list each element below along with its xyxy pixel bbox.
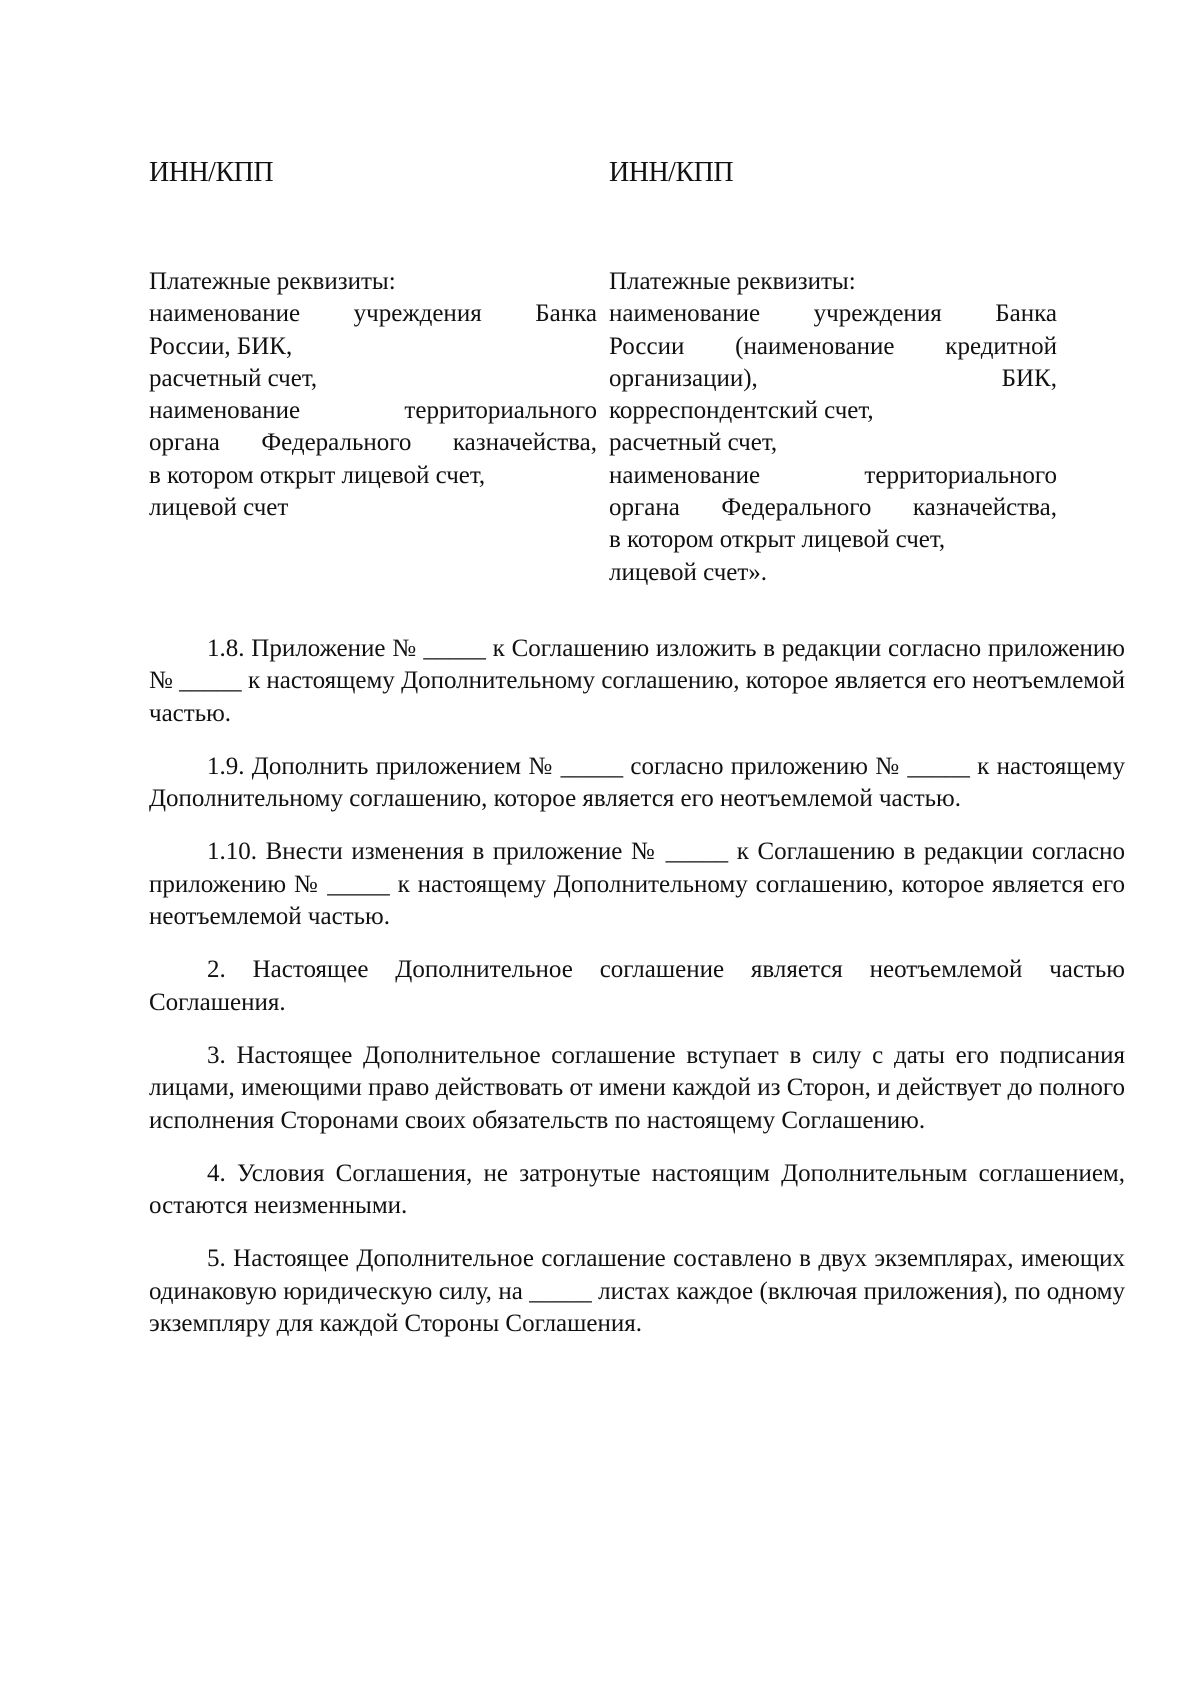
requisites-right-line: расчетный счет,: [609, 429, 778, 457]
requisites-left-heading: Платежные реквизиты:: [149, 268, 396, 295]
requisites-left-line: расчетный счет,: [149, 364, 318, 392]
clause-4: 4. Условия Соглашения, не затронутые настоящим Дополнительным соглашением, остаются неизменными.: [149, 1159, 1125, 1220]
clause-5: 5. Настоящее Дополнительное соглашение составлено в двух экземплярах, имеющих одинаковую юридическую силу, на _____ листах каждое (включая приложения), по одному экземпляру для каждой Стороны Соглашения.: [149, 1245, 1125, 1338]
clause-1-9: 1.9. Дополнить приложением № _____ согласно приложению № _____ к настоящему Дополнительному соглашению, которое является его неотъемлемой частью.: [149, 752, 1125, 813]
requisites-right-line: лицевой счет».: [609, 558, 768, 586]
requisites-left-line: России, БИК,: [149, 332, 293, 360]
requisites-right-line: наименование учреждения Банка: [609, 300, 1057, 328]
clause-2: 2. Настоящее Дополнительное соглашение является неотъемлемой частью Соглашения.: [149, 956, 1125, 1016]
requisites-right: [609, 266, 1057, 589]
inn-kpp-left: ИНН/КПП: [149, 157, 274, 188]
requisites-right-line: наименование территориального: [609, 461, 1057, 489]
clause-1-10: 1.10. Внести изменения в приложение № _____ к Соглашению в редакции согласно приложению № _____ к настоящему Дополнительному соглашению, которое является его неотъемлемой частью.: [149, 838, 1125, 931]
inn-kpp-right: ИНН/КПП: [609, 157, 734, 188]
agreement-clauses: [149, 633, 1125, 1361]
requisites-right-heading: Платежные реквизиты:: [609, 268, 856, 295]
requisites-right-line: России (наименование кредитной: [609, 332, 1057, 360]
requisites-right-line: органа Федерального казначейства,: [609, 494, 1057, 522]
requisites-right-line: корреспондентский счет,: [609, 397, 874, 425]
requisites-left-line: в котором открыт лицевой счет,: [149, 461, 486, 489]
requisites-right-line: организации), БИК,: [609, 364, 1057, 392]
requisites-right-line: в котором открыт лицевой счет,: [609, 526, 946, 554]
requisites-left-line: лицевой счет: [149, 494, 289, 522]
requisites-left-line: наименование территориального: [149, 397, 597, 425]
requisites-left-line: наименование учреждения Банка: [149, 300, 597, 328]
clause-3: 3. Настоящее Дополнительное соглашение вступает в силу с даты его подписания лицами, имеющими право действовать от имени каждой из Сторон, и действует до полного исполнения Сторонами своих обязательств по настоящему Соглашению.: [149, 1041, 1125, 1134]
requisites-left: [149, 266, 597, 524]
requisites-left-line: органа Федерального казначейства,: [149, 429, 597, 457]
clause-1-8: 1.8. Приложение № _____ к Соглашению изложить в редакции согласно приложению № _____ к настоящему Дополнительному соглашению, которое является его неотъемлемой частью.: [149, 635, 1125, 727]
